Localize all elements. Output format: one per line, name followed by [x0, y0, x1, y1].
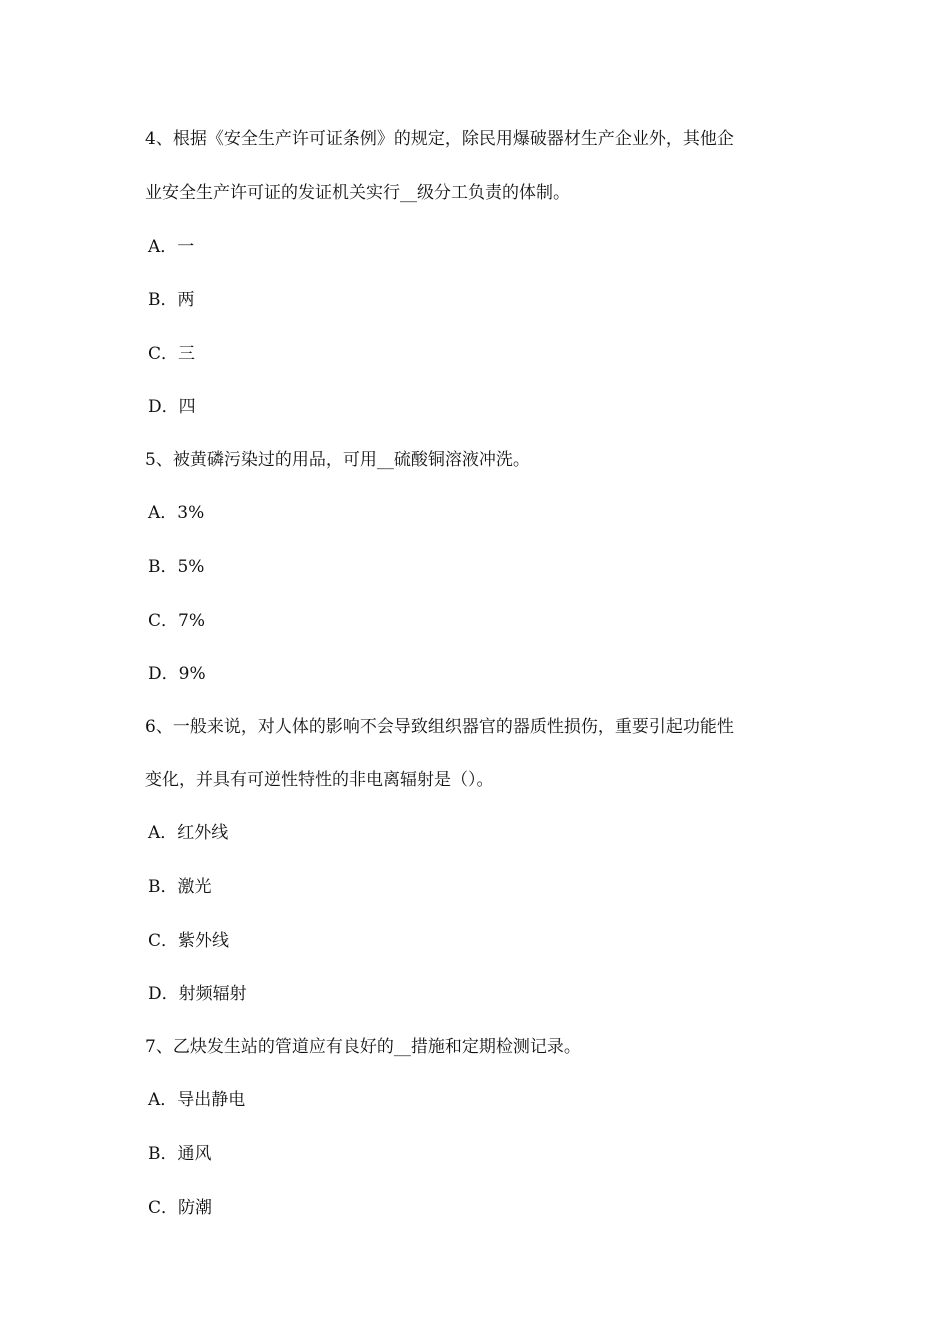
question-4-option-a: A．一: [148, 237, 195, 257]
question-5-option-a: A．3%: [148, 503, 205, 523]
question-4-option-d: D．四: [148, 397, 196, 417]
question-4-line-2: 业安全生产许可证的发证机关实行__级分工负责的体制。: [145, 183, 570, 203]
question-4-option-b: B．两: [148, 290, 195, 310]
question-6-line-2: 变化，并具有可逆性特性的非电离辐射是（）。: [145, 770, 494, 790]
question-6-line-1: 6、一般来说，对人体的影响不会导致组织器官的器质性损伤，重要引起功能性: [145, 717, 734, 737]
question-7-option-a: A．导出静电: [148, 1090, 246, 1110]
question-4-line-1: 4、根据《安全生产许可证条例》的规定，除民用爆破器材生产企业外，其他企: [145, 129, 734, 149]
question-5-option-d: D．9%: [148, 664, 206, 684]
question-5-line-1: 5、被黄磷污染过的用品，可用__硫酸铜溶液冲洗。: [145, 450, 530, 470]
question-6-option-d: D．射频辐射: [148, 984, 247, 1004]
question-6-option-a: A．红外线: [148, 823, 229, 843]
question-5-option-b: B．5%: [148, 557, 205, 577]
question-7-line-1: 7、乙炔发生站的管道应有良好的__措施和定期检测记录。: [145, 1037, 581, 1057]
question-6-option-b: B．激光: [148, 877, 212, 897]
question-4-option-c: C．三: [148, 344, 196, 364]
question-6-option-c: C．紫外线: [148, 931, 230, 951]
question-5-option-c: C．7%: [148, 611, 205, 631]
question-7-option-b: B．通风: [148, 1144, 212, 1164]
question-7-option-c: C．防潮: [148, 1198, 213, 1218]
